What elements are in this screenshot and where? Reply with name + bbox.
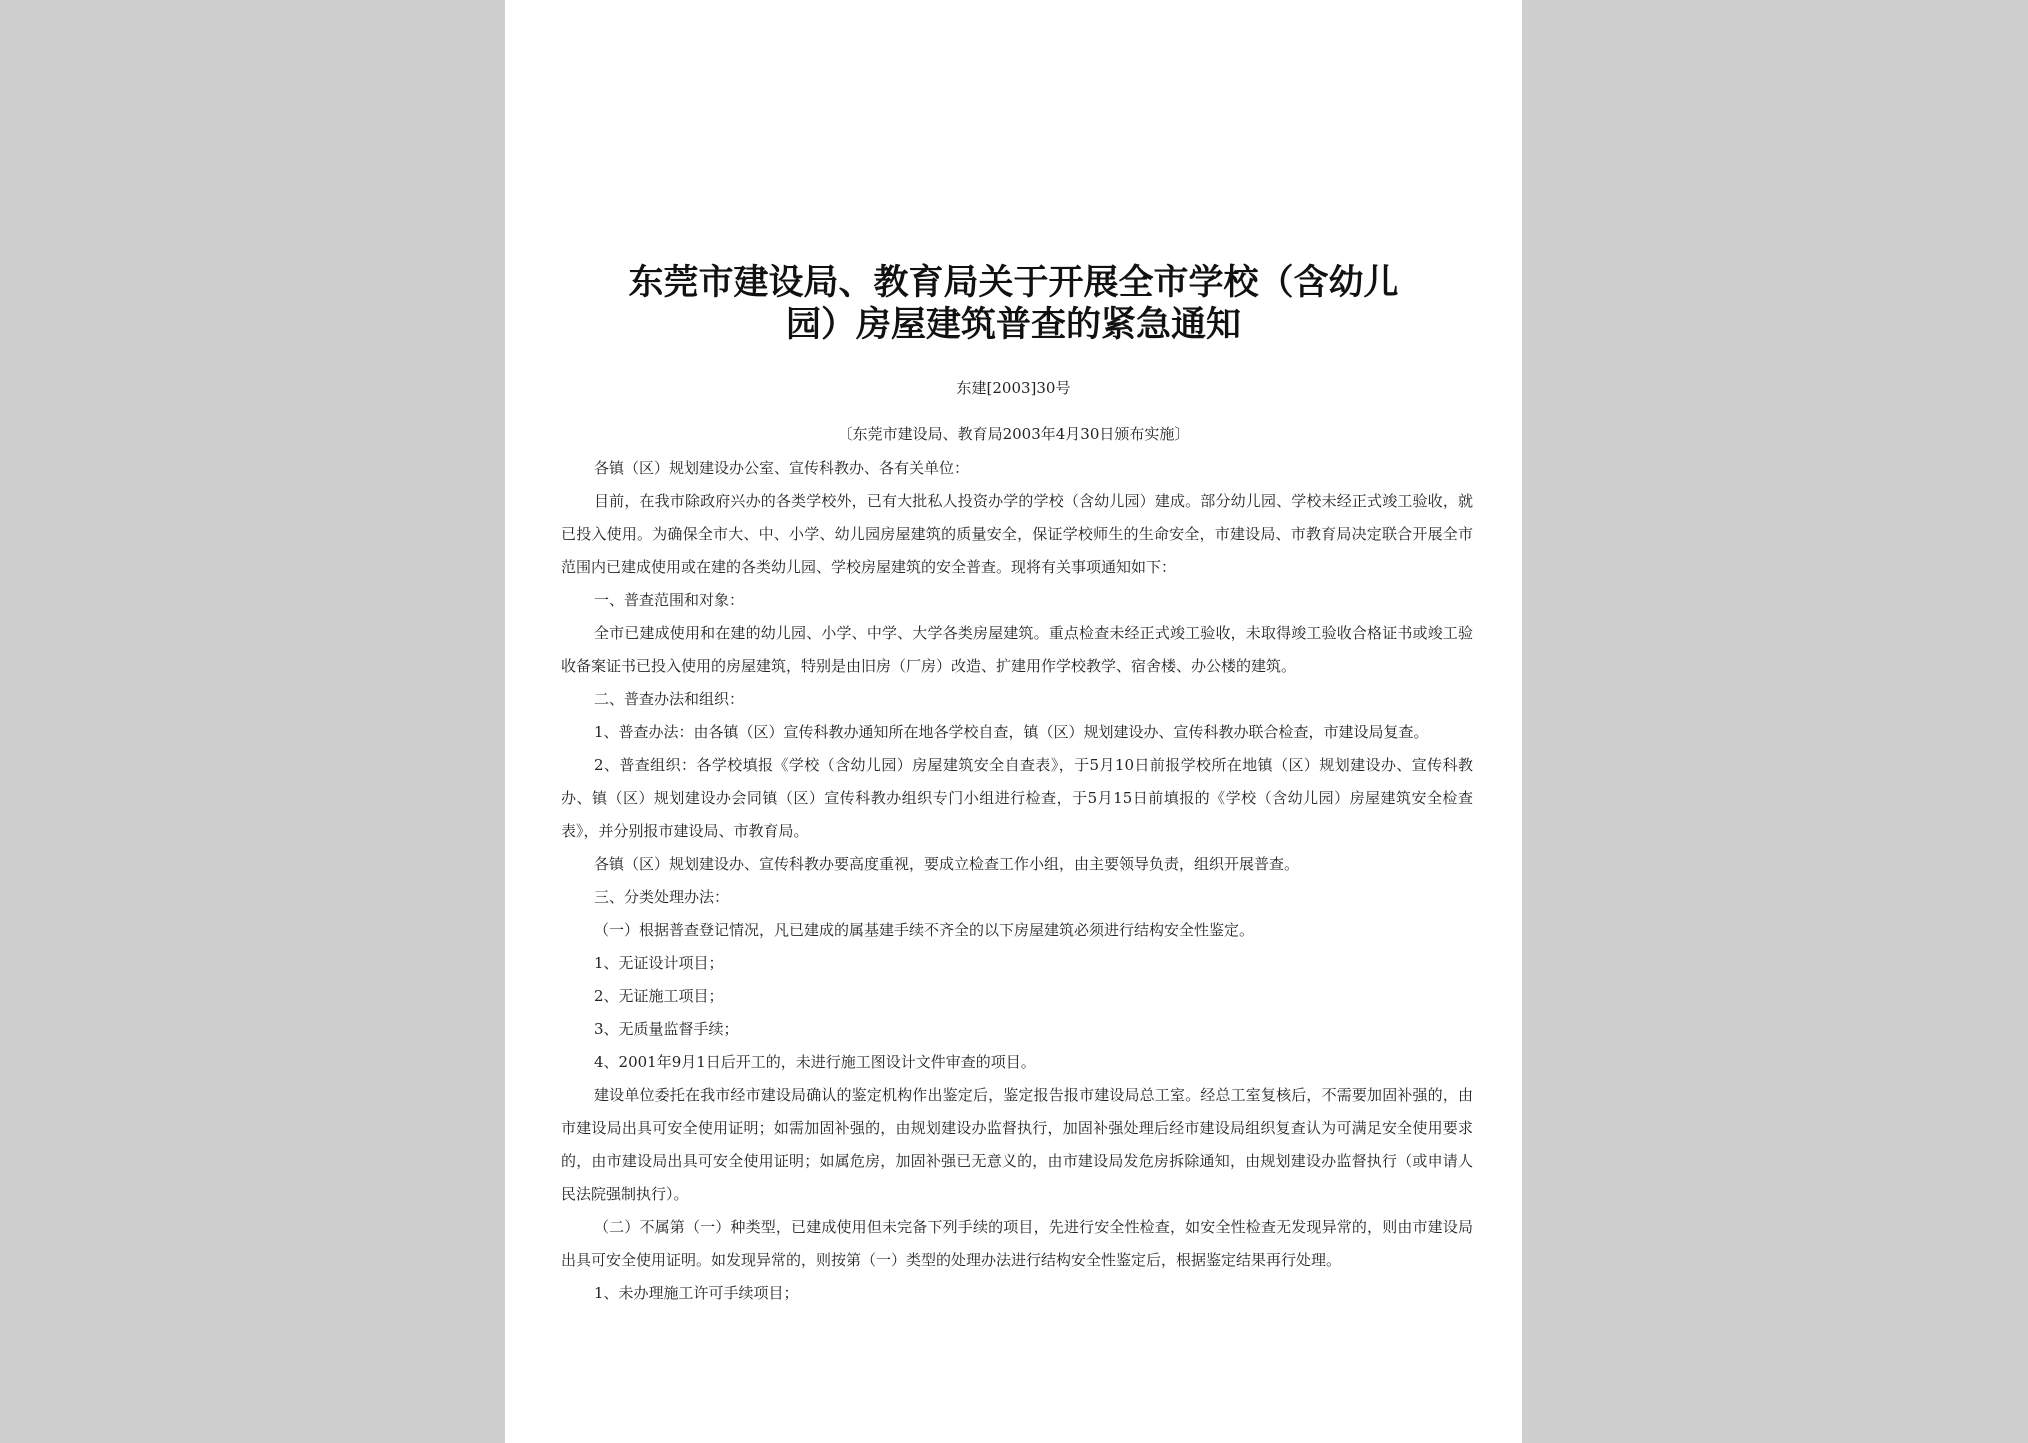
paragraph: 1、普查办法：由各镇（区）宣传科教办通知所在地各学校自查，镇（区）规划建设办、宣传科教办联合检查，市建设局复查。 [594,723,1429,741]
paragraph: （二）不属第（一）种类型，已建成使用但未完备下列手续的项目，先进行安全性检查，如安全性检查无发现异常的，则由市建设局出具可安全使用证明。如发现异常的，则按第（一）类型的处理办法进行结构安全性鉴定后，根据鉴定结果再行处理。 [561,1218,1473,1269]
document-page [505,0,1522,1443]
document-number: 东建[2003]30号 [956,379,1071,397]
paragraph: 1、无证设计项目； [594,954,724,972]
paragraph: 2、无证施工项目； [594,987,724,1005]
document-body [561,452,1473,1310]
paragraph: 各镇（区）规划建设办、宣传科教办要高度重视，要成立检查工作小组，由主要领导负责，组织开展普查。 [594,855,1300,873]
paragraph: 二、普查办法和组织： [594,690,745,708]
paragraph: 一、普查范围和对象： [594,591,745,609]
title-line-1: 东莞市建设局、教育局关于开展全市学校（含幼儿 [628,263,1399,303]
paragraph: 1、未办理施工许可手续项目； [594,1284,799,1302]
paragraph: 4、2001年9月1日后开工的，未进行施工图设计文件审查的项目。 [594,1053,1036,1071]
document-title [605,262,1422,346]
paragraph: （一）根据普查登记情况，凡已建成的属基建手续不齐全的以下房屋建筑必须进行结构安全性鉴定。 [594,921,1255,939]
paragraph: 各镇（区）规划建设办公室、宣传科教办、各有关单位： [594,459,970,477]
title-line-2: 园）房屋建筑普查的紧急通知 [785,305,1241,345]
paragraph: 3、无质量监督手续； [594,1020,739,1038]
issued-note: 〔东莞市建设局、教育局2003年4月30日颁布实施〕 [837,425,1190,443]
paragraph: 目前，在我市除政府兴办的各类学校外，已有大批私人投资办学的学校（含幼儿园）建成。部分幼儿园、学校未经正式竣工验收，就已投入使用。为确保全市大、中、小学、幼儿园房屋建筑的质量安全，保证学校师生的生命安全，市建设局、市教育局决定联合开展全市范围内已建成使用或在建的各类幼儿园、学校房屋建筑的安全普查。现将有关事项通知如下： [561,492,1473,576]
paragraph: 三、分类处理办法： [594,888,730,906]
paragraph: 2、普查组织：各学校填报《学校（含幼儿园）房屋建筑安全自查表》，于5月10日前报学校所在地镇（区）规划建设办、宣传科教办、镇（区）规划建设办会同镇（区）宣传科教办组织专门小组进行检查，于5月15日前填报的《学校（含幼儿园）房屋建筑安全检查表》，并分别报市建设局、市教育局。 [561,756,1473,840]
paragraph: 建设单位委托在我市经市建设局确认的鉴定机构作出鉴定后，鉴定报告报市建设局总工室。经总工室复核后，不需要加固补强的，由市建设局出具可安全使用证明；如需加固补强的，由规划建设办监督执行，加固补强处理后经市建设局组织复查认为可满足安全使用要求的，由市建设局出具可安全使用证明；如属危房，加固补强已无意义的，由市建设局发危房拆除通知，由规划建设办监督执行（或申请人民法院强制执行）。 [561,1086,1473,1203]
paragraph: 全市已建成使用和在建的幼儿园、小学、中学、大学各类房屋建筑。重点检查未经正式竣工验收，未取得竣工验收合格证书或竣工验收备案证书已投入使用的房屋建筑，特别是由旧房（厂房）改造、扩建用作学校教学、宿舍楼、办公楼的建筑。 [561,624,1473,675]
